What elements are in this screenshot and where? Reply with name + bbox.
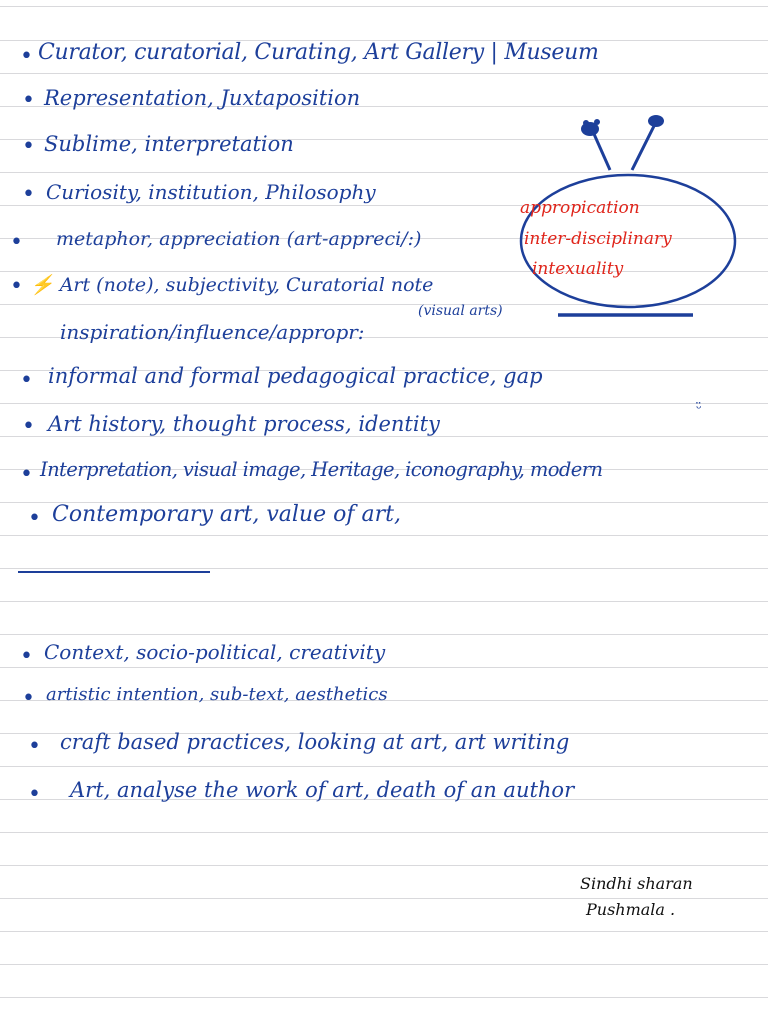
note-line: informal and formal pedagogical practice, gap bbox=[48, 364, 543, 388]
bullet: • bbox=[22, 686, 35, 711]
tv-doodle bbox=[510, 112, 750, 332]
note-line: Context, socio-political, creativity bbox=[44, 640, 386, 664]
bullet: • bbox=[10, 274, 23, 299]
bullet: • bbox=[20, 44, 33, 69]
note-line: craft based practices, looking at art, art writing bbox=[60, 730, 570, 754]
note-line: Contemporary art, value of art, bbox=[52, 502, 401, 527]
bullet: • bbox=[20, 368, 33, 393]
bullet: • bbox=[20, 644, 33, 669]
note-line: Curiosity, institution, Philosophy bbox=[46, 180, 376, 204]
note-line: Art history, thought process, identity bbox=[48, 412, 440, 436]
note-line: artistic intention, sub-text, aesthetics bbox=[46, 684, 388, 705]
note-line: Sublime, interpretation bbox=[44, 132, 294, 156]
note-line: metaphor, appreciation (art-appreci/:) bbox=[56, 228, 422, 250]
note-annotation: (visual arts) bbox=[418, 303, 503, 319]
note-line: inspiration/influence/appropr: bbox=[60, 320, 365, 344]
bullet: • bbox=[28, 782, 41, 807]
note-line: Curator, curatorial, Curating, Art Gallery | Museum bbox=[38, 40, 599, 65]
tv-word: intexuality bbox=[532, 259, 624, 279]
section-divider bbox=[18, 571, 210, 573]
bullet: • bbox=[22, 182, 35, 207]
bullet: • bbox=[22, 88, 35, 113]
signature-line-2: Pushmala . bbox=[586, 900, 676, 919]
bullet: • bbox=[28, 506, 41, 531]
note-line: Interpretation, visual image, Heritage, iconography, modern bbox=[40, 458, 603, 481]
bullet: • bbox=[22, 134, 35, 159]
tv-word: appropication bbox=[520, 198, 640, 218]
smiley-icon: ᵕ̈ bbox=[696, 401, 702, 417]
bullet: • bbox=[10, 230, 23, 255]
bullet: • bbox=[20, 462, 33, 487]
bullet: • bbox=[22, 414, 35, 439]
tv-word: inter-disciplinary bbox=[524, 229, 672, 249]
bullet: • bbox=[28, 734, 41, 759]
tv-doodle-icon bbox=[510, 112, 750, 332]
note-line: Representation, Juxtaposition bbox=[44, 86, 361, 110]
note-line: ⚡ Art (note), subjectivity, Curatorial note bbox=[30, 274, 434, 296]
note-line: Art, analyse the work of art, death of an author bbox=[70, 778, 575, 802]
signature-line-1: Sindhi sharan bbox=[580, 874, 693, 893]
